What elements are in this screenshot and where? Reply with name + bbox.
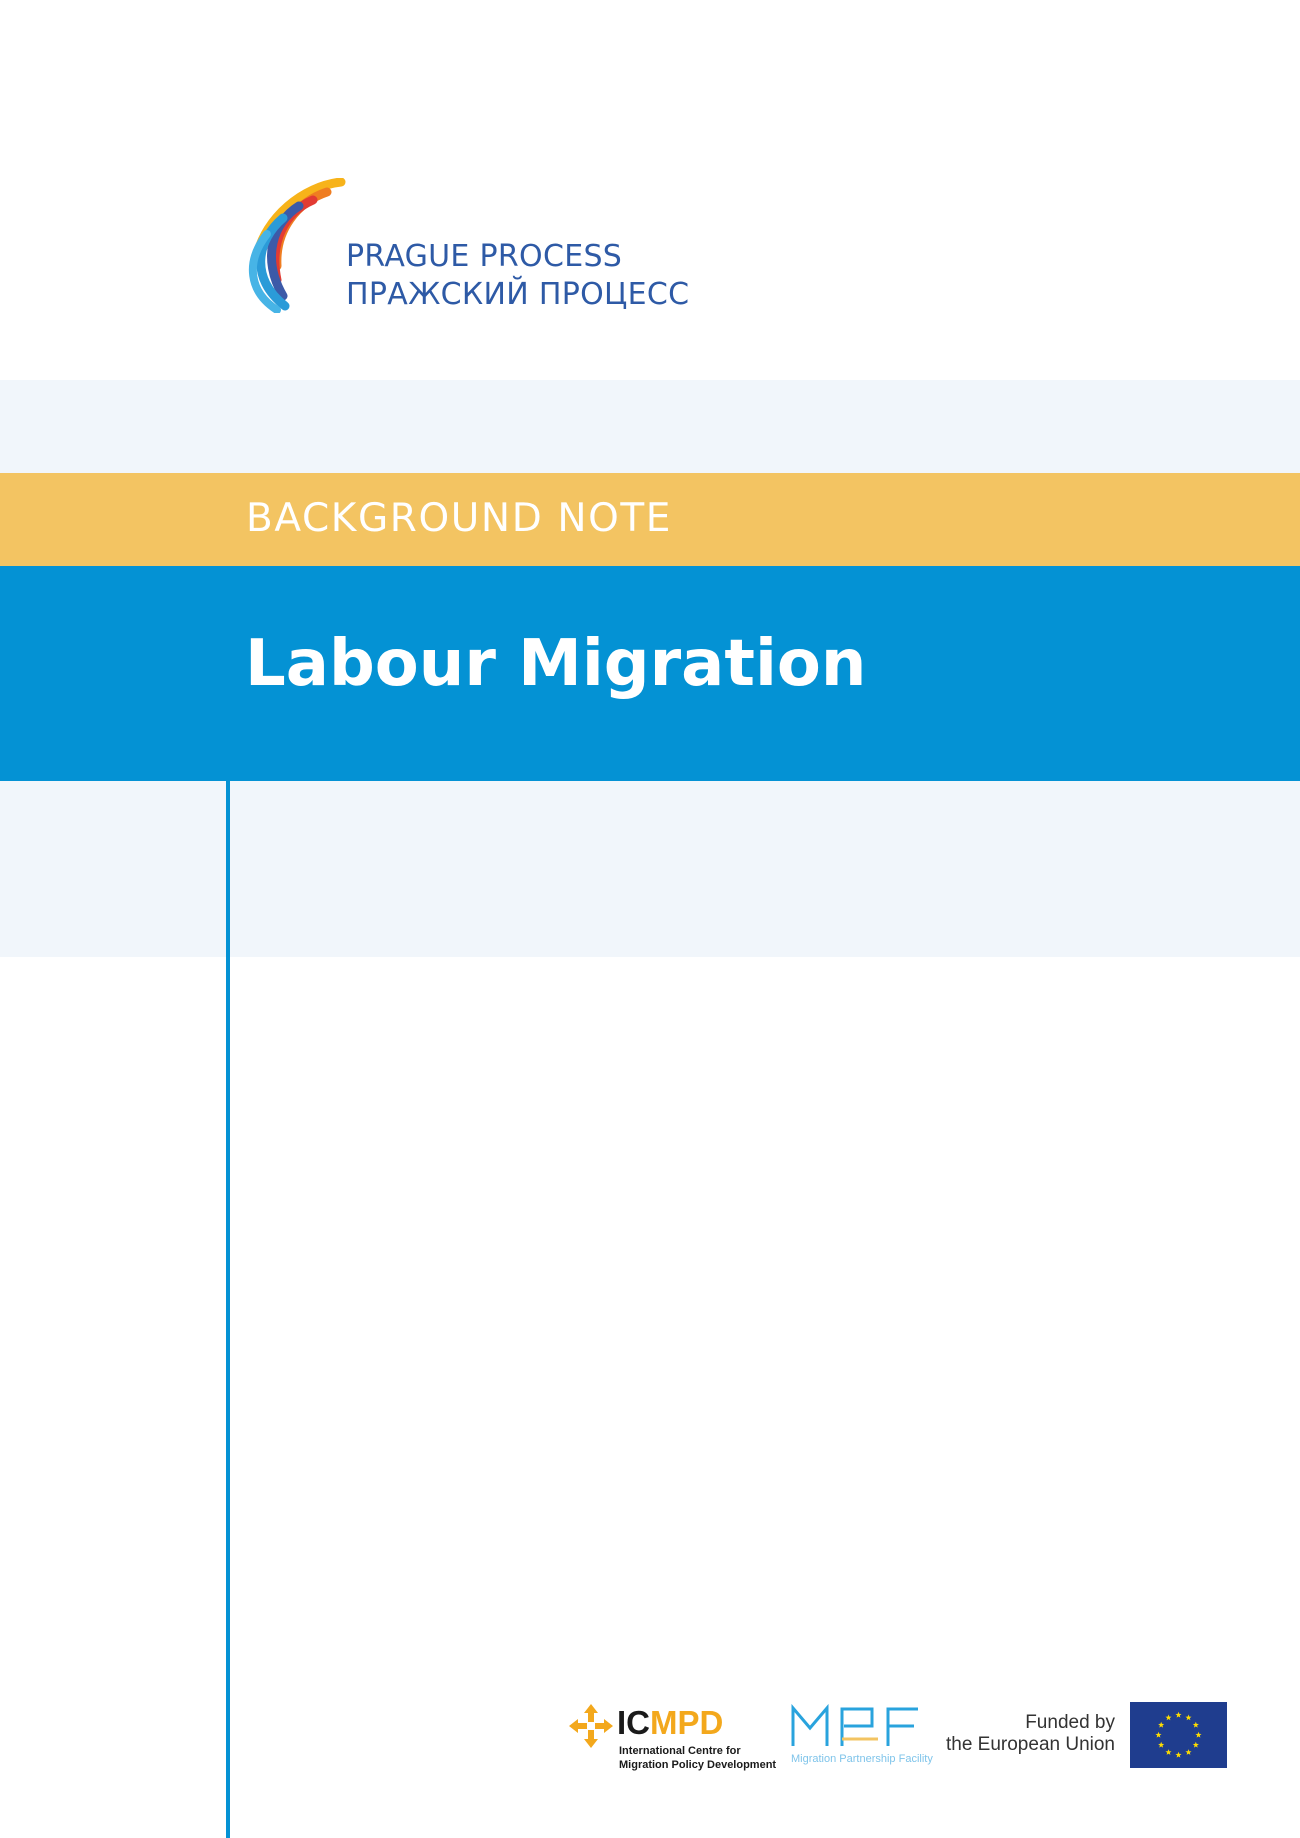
mpf-subtitle: Migration Partnership Facility <box>791 1753 933 1765</box>
vertical-accent-line <box>226 781 230 1838</box>
eu-star-icon <box>1193 1722 1199 1728</box>
eu-star-icon <box>1193 1742 1199 1748</box>
icmpd-subtitle-line-1: International Centre for <box>619 1745 741 1757</box>
title-band <box>0 566 1300 781</box>
logo-line-russian: ПРАЖСКИЙ ПРОЦЕСС <box>346 277 690 312</box>
light-band-top <box>0 380 1300 473</box>
icmpd-subtitle-line-2: Migration Policy Development <box>619 1759 777 1771</box>
eu-star-icon <box>1158 1742 1164 1748</box>
eu-funding-line-1: Funded by <box>1025 1712 1115 1733</box>
icmpd-subtitle <box>619 1744 776 1772</box>
mpf-logo <box>790 1704 933 1770</box>
icmpd-wordmark-ic: IC <box>617 1704 650 1741</box>
light-band-bottom <box>0 781 1300 957</box>
icmpd-logo <box>567 1700 777 1772</box>
mpf-wordmark <box>790 1704 922 1748</box>
eu-funding-text <box>940 1712 1115 1756</box>
eu-star-icon <box>1195 1732 1201 1738</box>
icmpd-wordmark-mpd: MPD <box>650 1704 724 1741</box>
document-title: Labour Migration <box>245 627 867 701</box>
eu-flag-icon <box>1130 1702 1227 1768</box>
eu-star-icon <box>1165 1714 1171 1720</box>
logo-line-english: PRAGUE PROCESS <box>346 239 623 274</box>
eu-funding-line-2: the European Union <box>945 1734 1115 1755</box>
eu-star-icon <box>1175 1712 1181 1718</box>
eu-star-icon <box>1165 1749 1171 1755</box>
swoosh-globe-icon <box>243 178 353 313</box>
logo-wordmark <box>346 238 689 314</box>
eu-star-icon <box>1155 1732 1161 1738</box>
eu-star-icon <box>1185 1749 1191 1755</box>
eu-star-icon <box>1175 1752 1181 1758</box>
prague-process-logo <box>243 178 703 318</box>
document-type-label: BACKGROUND NOTE <box>246 496 673 541</box>
eu-star-icon <box>1158 1722 1164 1728</box>
four-arrows-icon <box>567 1702 615 1750</box>
icmpd-wordmark <box>617 1704 723 1742</box>
eu-star-icon <box>1185 1714 1191 1720</box>
document-type-band <box>0 473 1300 566</box>
